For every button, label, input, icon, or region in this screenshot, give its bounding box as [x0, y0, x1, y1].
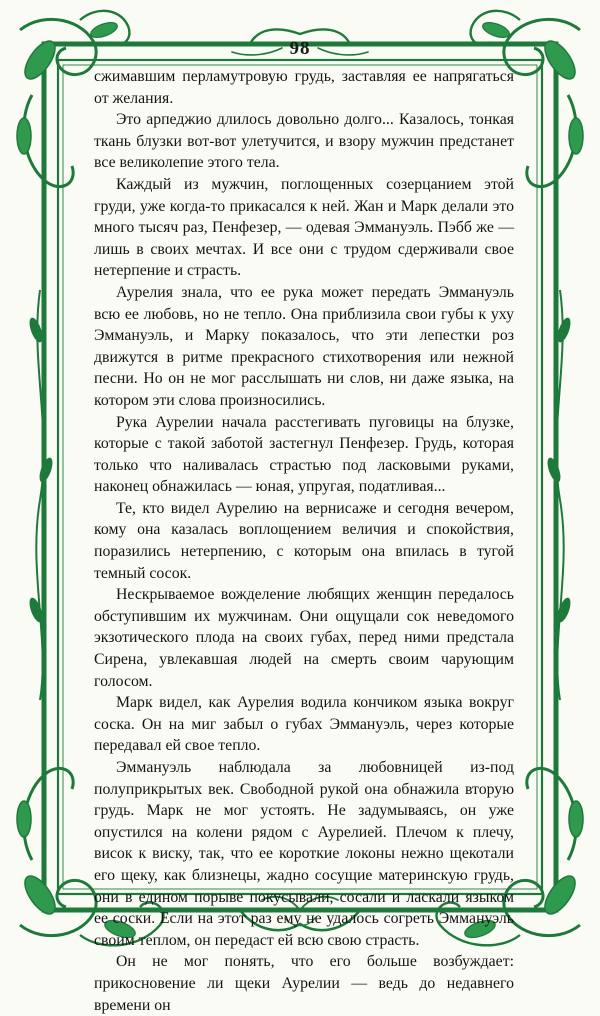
- paragraph: Марк видел, как Аурелия водила кончиком языка вокруг соска. Он на миг забыл о губах Эммануэль, через которые передавал ей свое тепло.: [94, 694, 514, 755]
- paragraph: сжимавшим перламутровую грудь, заставляя ее напрягаться от желания.: [94, 68, 514, 107]
- paragraph: Рука Аурелии начала расстегивать пуговицы на блузке, которые с такой заботой застегнул Пенфезер. Грудь, которая только что наливалась страстью под ласковыми руками, наконец обнажилась — юная, упругая, податливая...: [94, 413, 514, 496]
- paragraph: Те, кто видел Аурелию на вернисаже и сегодня вечером, кому она казалась воплощением величия и спокойствия, поразились нетерпению, с которым она впилась в тугой темный сосок.: [94, 499, 514, 582]
- body-text: [94, 66, 514, 1016]
- paragraph: Это арпеджио длилось довольно долго... Казалось, тонкая ткань блузки вот-вот улетучится, и взору мужчин предстанет все великолепие этого тела.: [94, 111, 514, 172]
- paragraph: Эммануэль наблюдала за любовницей из-под полуприкрытых век. Свободной рукой она обнажила вторую грудь. Марк не мог устоять. Не задумываясь, он уже опустился на колени рядом с Аурелией. Плечом к плечу, висок к виску, так, что ее короткие локоны нежно щекотали его щеку, как близнецы, жадно сосущие материнскую грудь, они в едином порыве покусывали, сосали и ласкали языком ее соски. Если на этот раз ему не удалось согреть Эммануэль своим теплом, он передаст ей всю свою страсть.: [94, 759, 514, 949]
- paragraph: Он не мог понять, что его больше возбуждает: прикосновение ли щеки Аурелии — ведь до недавнего времени он: [94, 953, 514, 1014]
- paragraph: Аурелия знала, что ее рука может передать Эммануэль всю ее любовь, но не тепло. Она приблизила свои губы к уху Эммануэль, и Марку показалось, что эти лепестки роз движутся в ритме прекрасного стихотворения или нежной песни. Но он не мог расслышать ни слов, ни даже языка, на котором эти слова произносились.: [94, 283, 514, 409]
- paragraph: Нескрываемое вожделение любящих женщин передалось обступившим их мужчинам. Они ощущали сок неведомого экзотического плода на своих губах, перед ними предстала Сирена, увлекавшая людей на смерть своим чарующим голосом.: [94, 586, 514, 690]
- page-number: 98: [289, 38, 311, 59]
- paragraph: Каждый из мужчин, поглощенных созерцанием этой груди, уже когда-то прикасался к ней. Жан и Марк делали это много тысяч раз, Пенфезер, — одевая Эммануэль. Пэбб же — лишь в своих мечтах. И все они с трудом сдерживали свое нетерпение и страсть.: [94, 175, 514, 280]
